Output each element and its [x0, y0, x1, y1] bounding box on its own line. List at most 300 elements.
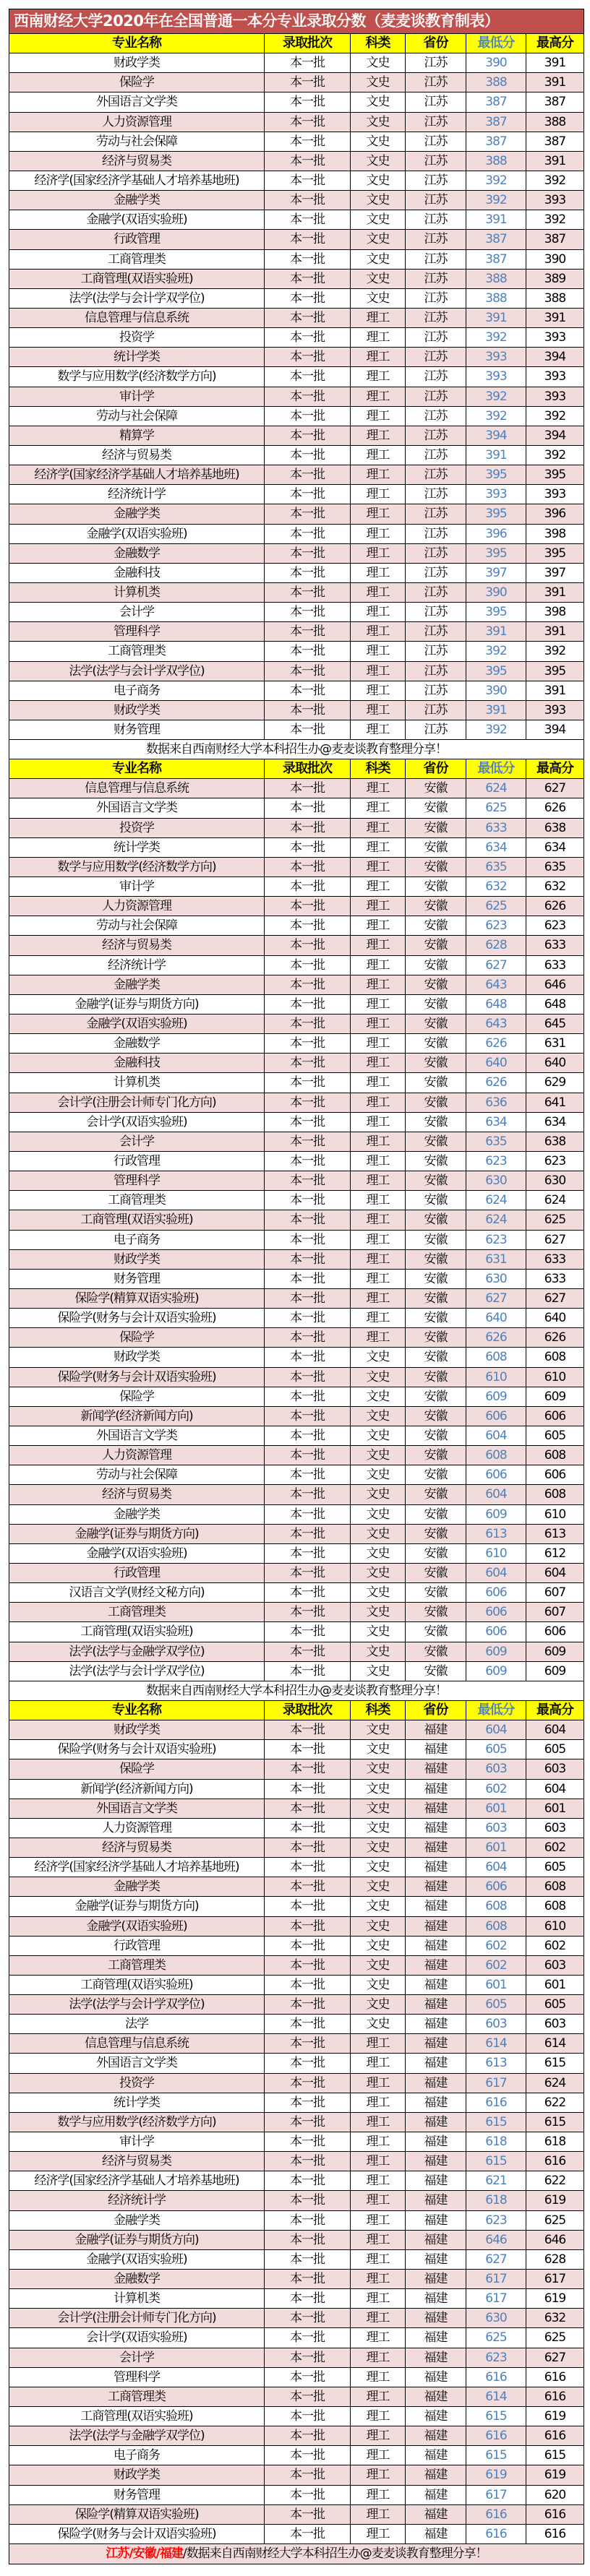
table-row [9, 367, 583, 387]
category-cell: 理工 [351, 2446, 406, 2465]
major-name-cell: 经济学(国家经济学基础人才培养基地班) [9, 2171, 265, 2190]
max-score-cell: 628 [544, 2252, 566, 2267]
major-name-cell: 财政学类 [9, 1720, 265, 1739]
table-row [9, 583, 583, 603]
max-score-cell: 633 [544, 1252, 566, 1267]
table-row [9, 132, 583, 152]
table-row [9, 1270, 583, 1289]
category-cell: 文史 [351, 1780, 406, 1799]
min-score-cell: 608 [466, 1917, 526, 1936]
max-score-cell: 608 [544, 1487, 566, 1502]
column-header-min-score: 最低分 [466, 1701, 526, 1720]
column-header-province: 省份 [406, 1701, 466, 1720]
batch-cell: 本一批 [265, 210, 351, 229]
major-name-cell: 人力资源管理 [9, 113, 265, 132]
major-name-cell: 财政学类 [9, 53, 265, 72]
max-score-cell: 614 [544, 2036, 566, 2051]
batch-cell: 本一批 [265, 956, 351, 975]
category-cell: 理工 [351, 662, 406, 681]
major-name-cell: 数学与应用数学(经济数学方向) [9, 367, 265, 386]
province-cell: 安徽 [406, 1603, 466, 1621]
column-header-province: 省份 [406, 34, 466, 53]
province-cell: 安徽 [406, 936, 466, 955]
province-cell: 安徽 [406, 1152, 466, 1171]
category-cell: 文史 [351, 230, 406, 249]
category-cell: 理工 [351, 309, 406, 327]
category-cell: 理工 [351, 504, 406, 523]
category-cell: 理工 [351, 2407, 406, 2426]
major-name-cell: 经济与贸易类 [9, 1485, 265, 1504]
min-score-cell: 604 [466, 1564, 526, 1582]
major-name-cell: 行政管理 [9, 230, 265, 249]
batch-cell: 本一批 [265, 1387, 351, 1406]
batch-cell: 本一批 [265, 662, 351, 681]
category-cell: 理工 [351, 819, 406, 837]
min-score-cell: 609 [466, 1642, 526, 1661]
province-cell: 江苏 [406, 289, 466, 308]
table-row [9, 916, 583, 936]
category-cell: 理工 [351, 2328, 406, 2347]
major-name-cell: 劳动与社会保障 [9, 132, 265, 151]
table-row [9, 1289, 583, 1309]
major-name-cell: 行政管理 [9, 1564, 265, 1582]
category-cell: 文史 [351, 1564, 406, 1582]
table-row [9, 504, 583, 524]
table-row [9, 1897, 583, 1916]
table-row [9, 1093, 583, 1113]
batch-cell: 本一批 [265, 504, 351, 523]
province-cell: 福建 [406, 2231, 466, 2249]
max-score-cell: 638 [544, 1134, 566, 1149]
table-row [9, 1348, 583, 1367]
category-cell: 文史 [351, 1740, 406, 1759]
major-name-cell: 保险学(精算双语实验班) [9, 2505, 265, 2524]
batch-cell: 本一批 [265, 1368, 351, 1387]
table-row [9, 73, 583, 92]
max-score-cell: 388 [544, 290, 566, 306]
min-score-cell: 387 [466, 92, 526, 111]
max-score-cell: 625 [544, 2213, 566, 2228]
major-name-cell: 工商管理(双语实验班) [9, 1976, 265, 1994]
province-cell: 安徽 [406, 1426, 466, 1445]
batch-cell: 本一批 [265, 1465, 351, 1484]
max-score-cell: 608 [544, 1899, 566, 1914]
max-score-cell: 633 [544, 1271, 566, 1286]
max-score-cell: 626 [544, 899, 566, 914]
table-row [9, 1759, 583, 1779]
max-score-cell: 397 [544, 565, 566, 580]
category-cell: 文史 [351, 1407, 406, 1426]
min-score-cell: 627 [466, 956, 526, 975]
province-cell: 安徽 [406, 1289, 466, 1308]
min-score-cell: 632 [466, 877, 526, 896]
batch-cell: 本一批 [265, 1289, 351, 1308]
major-name-cell: 人力资源管理 [9, 897, 265, 916]
min-score-cell: 623 [466, 1152, 526, 1171]
max-score-cell: 607 [544, 1585, 566, 1601]
batch-cell: 本一批 [265, 53, 351, 72]
province-cell: 江苏 [406, 525, 466, 543]
min-score-cell: 387 [466, 113, 526, 132]
province-cell: 江苏 [406, 485, 466, 504]
min-score-cell: 606 [466, 1603, 526, 1621]
max-score-cell: 609 [544, 1644, 566, 1659]
table-row [9, 2426, 583, 2446]
min-score-cell: 397 [466, 564, 526, 582]
major-name-cell: 统计学类 [9, 838, 265, 857]
table-row [9, 1171, 583, 1191]
batch-cell: 本一批 [265, 1210, 351, 1229]
province-cell: 安徽 [406, 858, 466, 876]
table-row [9, 1956, 583, 1976]
category-cell: 理工 [351, 328, 406, 347]
province-cell: 福建 [406, 2034, 466, 2053]
table-row [9, 152, 583, 171]
min-score-cell: 625 [466, 897, 526, 916]
province-cell: 安徽 [406, 1210, 466, 1229]
province-cell: 福建 [406, 1956, 466, 1975]
category-cell: 理工 [351, 2211, 406, 2230]
column-header-major-name: 专业名称 [9, 1701, 265, 1720]
max-score-cell: 387 [544, 134, 566, 149]
max-score-cell: 605 [544, 1742, 566, 1757]
max-score-cell: 623 [544, 918, 566, 934]
min-score-cell: 601 [466, 1976, 526, 1994]
max-score-cell: 615 [544, 2114, 566, 2129]
min-score-cell: 624 [466, 779, 526, 798]
major-name-cell: 金融学(证券与期货方向) [9, 995, 265, 1014]
batch-cell: 本一批 [265, 113, 351, 132]
category-cell: 文史 [351, 2015, 406, 2033]
min-score-cell: 615 [466, 2446, 526, 2465]
min-score-cell: 609 [466, 1505, 526, 1524]
category-cell: 理工 [351, 1132, 406, 1151]
category-cell: 理工 [351, 2171, 406, 2190]
batch-cell: 本一批 [265, 975, 351, 994]
category-cell: 理工 [351, 348, 406, 366]
source-note-row [9, 740, 583, 759]
batch-cell: 本一批 [265, 132, 351, 151]
table-row [9, 2446, 583, 2465]
table-row [9, 1387, 583, 1407]
max-score-cell: 609 [544, 1389, 566, 1404]
province-cell: 安徽 [406, 995, 466, 1014]
max-score-cell: 608 [544, 1448, 566, 1463]
category-cell: 文史 [351, 1485, 406, 1504]
batch-cell: 本一批 [265, 171, 351, 190]
table-row [9, 2171, 583, 2191]
min-score-cell: 617 [466, 2074, 526, 2093]
major-name-cell: 经济与贸易类 [9, 936, 265, 955]
category-cell: 理工 [351, 2465, 406, 2484]
table-row [9, 720, 583, 740]
category-cell: 理工 [351, 858, 406, 876]
major-name-cell: 法学(法学与会计学双学位) [9, 1662, 265, 1681]
max-score-cell: 616 [544, 2154, 566, 2169]
max-score-cell: 391 [544, 153, 566, 168]
max-score-cell: 392 [544, 644, 566, 659]
max-score-cell: 627 [544, 1291, 566, 1306]
category-cell: 理工 [351, 681, 406, 700]
column-header-min-score: 最低分 [466, 34, 526, 53]
major-name-cell: 经济学(国家经济学基础人才培养基地班) [9, 1858, 265, 1877]
table-row [9, 1662, 583, 1681]
table-row [9, 2074, 583, 2093]
province-cell: 安徽 [406, 1564, 466, 1582]
min-score-cell: 392 [466, 387, 526, 406]
min-score-cell: 617 [466, 2486, 526, 2504]
province-cell: 安徽 [406, 1662, 466, 1681]
max-score-cell: 606 [544, 1468, 566, 1483]
major-name-cell: 电子商务 [9, 1231, 265, 1249]
category-cell: 理工 [351, 642, 406, 660]
category-cell: 理工 [351, 446, 406, 465]
column-header-max-score: 最高分 [536, 35, 573, 51]
table-row [9, 2015, 583, 2034]
major-name-cell: 会计学 [9, 2348, 265, 2367]
category-cell: 文史 [351, 1368, 406, 1387]
batch-cell: 本一批 [265, 1073, 351, 1092]
province-cell: 安徽 [406, 1505, 466, 1524]
max-score-cell: 391 [544, 683, 566, 698]
table-row [9, 2250, 583, 2270]
batch-cell: 本一批 [265, 2054, 351, 2072]
min-score-cell: 601 [466, 1799, 526, 1818]
category-cell: 理工 [351, 1270, 406, 1288]
table-row [9, 1525, 583, 1544]
province-cell: 福建 [406, 2152, 466, 2171]
category-cell: 理工 [351, 995, 406, 1014]
column-header-province: 省份 [406, 759, 466, 778]
max-score-cell: 392 [544, 212, 566, 228]
category-cell: 文史 [351, 1759, 406, 1778]
batch-cell: 本一批 [265, 1407, 351, 1426]
min-score-cell: 609 [466, 1387, 526, 1406]
category-cell: 文史 [351, 1917, 406, 1936]
major-name-cell: 劳动与社会保障 [9, 407, 265, 426]
min-score-cell: 395 [466, 504, 526, 523]
table-row [9, 1583, 583, 1603]
major-name-cell: 金融数学 [9, 544, 265, 563]
province-cell: 安徽 [406, 1309, 466, 1327]
batch-cell: 本一批 [265, 309, 351, 327]
batch-cell: 本一批 [265, 1250, 351, 1269]
max-score-cell: 633 [544, 938, 566, 953]
max-score-cell: 616 [544, 2389, 566, 2404]
category-cell: 理工 [351, 1093, 406, 1112]
max-score-cell: 646 [544, 2232, 566, 2247]
category-cell: 理工 [351, 1210, 406, 1229]
table-row [9, 426, 583, 446]
province-cell: 福建 [406, 2093, 466, 2112]
major-name-cell: 投资学 [9, 819, 265, 837]
min-score-cell: 636 [466, 1093, 526, 1112]
category-cell: 理工 [351, 485, 406, 504]
province-cell: 福建 [406, 2525, 466, 2543]
category-cell: 文史 [351, 1622, 406, 1641]
major-name-cell: 法学(法学与金融学双学位) [9, 2426, 265, 2445]
province-cell: 江苏 [406, 113, 466, 132]
column-header-max-score: 最高分 [536, 1702, 573, 1718]
category-cell: 理工 [351, 2034, 406, 2053]
category-cell: 理工 [351, 2387, 406, 2406]
province-cell: 福建 [406, 2486, 466, 2504]
max-score-cell: 627 [544, 2350, 566, 2365]
batch-cell: 本一批 [265, 681, 351, 700]
batch-cell: 本一批 [265, 2289, 351, 2308]
category-cell: 文史 [351, 1858, 406, 1877]
table-row [9, 2328, 583, 2348]
province-cell: 江苏 [406, 171, 466, 190]
table-header-row [9, 34, 583, 53]
province-cell: 安徽 [406, 1250, 466, 1269]
province-cell: 安徽 [406, 877, 466, 896]
table-row [9, 270, 583, 289]
category-cell: 文史 [351, 1465, 406, 1484]
category-cell: 理工 [351, 779, 406, 798]
category-cell: 文史 [351, 1720, 406, 1739]
batch-cell: 本一批 [265, 936, 351, 955]
category-cell: 理工 [351, 877, 406, 896]
province-cell: 福建 [406, 2328, 466, 2347]
max-score-cell: 610 [544, 1507, 566, 1522]
province-cell: 江苏 [406, 465, 466, 484]
province-cell: 江苏 [406, 250, 466, 269]
min-score-cell: 643 [466, 1015, 526, 1033]
province-cell: 安徽 [406, 1034, 466, 1053]
min-score-cell: 392 [466, 407, 526, 426]
major-name-cell: 保险学 [9, 73, 265, 92]
table-row [9, 2505, 583, 2525]
major-name-cell: 管理科学 [9, 2368, 265, 2387]
min-score-cell: 631 [466, 1250, 526, 1269]
major-name-cell: 劳动与社会保障 [9, 1465, 265, 1484]
province-cell: 安徽 [406, 1544, 466, 1563]
table-row [9, 1819, 583, 1838]
column-header-major-name: 专业名称 [9, 759, 265, 778]
table-row [9, 230, 583, 249]
batch-cell: 本一批 [265, 92, 351, 111]
province-cell: 安徽 [406, 798, 466, 817]
batch-cell: 本一批 [265, 2368, 351, 2387]
table-row [9, 1995, 583, 2015]
category-cell: 理工 [351, 2426, 406, 2445]
max-score-cell: 387 [544, 232, 566, 247]
max-score-cell: 393 [544, 389, 566, 404]
max-score-cell: 610 [544, 1918, 566, 1934]
province-cell: 福建 [406, 1819, 466, 1838]
max-score-cell: 608 [544, 1879, 566, 1895]
min-score-cell: 624 [466, 1191, 526, 1210]
batch-cell: 本一批 [265, 1662, 351, 1681]
max-score-cell: 607 [544, 1605, 566, 1620]
table-row [9, 1054, 583, 1073]
min-score-cell: 606 [466, 1622, 526, 1641]
province-cell: 福建 [406, 1897, 466, 1916]
province-cell: 安徽 [406, 1642, 466, 1661]
category-cell: 理工 [351, 583, 406, 602]
major-name-cell: 人力资源管理 [9, 1819, 265, 1838]
batch-cell: 本一批 [265, 2446, 351, 2465]
table-row [9, 2525, 583, 2544]
province-cell: 江苏 [406, 348, 466, 366]
major-name-cell: 金融学类 [9, 504, 265, 523]
major-name-cell: 金融学(证券与期货方向) [9, 1897, 265, 1916]
category-cell: 理工 [351, 2093, 406, 2112]
major-name-cell: 统计学类 [9, 2093, 265, 2112]
category-cell: 理工 [351, 2525, 406, 2543]
province-cell: 福建 [406, 1780, 466, 1799]
major-name-cell: 精算学 [9, 426, 265, 445]
table-row [9, 662, 583, 681]
table-row [9, 2309, 583, 2328]
min-score-cell: 623 [466, 2348, 526, 2367]
major-name-cell: 法学 [9, 2015, 265, 2033]
province-cell: 福建 [406, 2505, 466, 2524]
category-cell: 文史 [351, 1505, 406, 1524]
category-cell: 理工 [351, 1054, 406, 1072]
province-cell: 福建 [406, 2015, 466, 2033]
min-score-cell: 606 [466, 1407, 526, 1426]
min-score-cell: 608 [466, 1348, 526, 1366]
batch-cell: 本一批 [265, 191, 351, 210]
table-row [9, 2132, 583, 2152]
batch-cell: 本一批 [265, 1525, 351, 1543]
province-cell: 江苏 [406, 642, 466, 660]
table-row [9, 1132, 583, 1152]
category-cell: 理工 [351, 798, 406, 817]
min-score-cell: 387 [466, 250, 526, 269]
batch-cell: 本一批 [265, 1622, 351, 1641]
province-cell: 安徽 [406, 1525, 466, 1543]
major-name-cell: 金融学(双语实验班) [9, 210, 265, 229]
table-title: 西南财经大学2020年在全国普通一本分专业录取分数（麦麦谈教育制表） [9, 9, 583, 34]
max-score-cell: 391 [544, 75, 566, 90]
major-name-cell: 电子商务 [9, 2446, 265, 2465]
major-name-cell: 法学(法学与会计学双学位) [9, 289, 265, 308]
table-row [9, 2231, 583, 2250]
batch-cell: 本一批 [265, 1544, 351, 1563]
batch-cell: 本一批 [265, 2505, 351, 2524]
major-name-cell: 会计学(注册会计师专门化方向) [9, 1093, 265, 1112]
major-name-cell: 工商管理(双语实验班) [9, 2407, 265, 2426]
province-cell: 福建 [406, 1759, 466, 1778]
table-row [9, 1015, 583, 1034]
batch-cell: 本一批 [265, 1113, 351, 1132]
category-cell: 文史 [351, 1799, 406, 1818]
min-score-cell: 626 [466, 1073, 526, 1092]
table-row [9, 1544, 583, 1564]
max-score-cell: 604 [544, 1723, 566, 1738]
min-score-cell: 388 [466, 152, 526, 171]
table-row [9, 995, 583, 1015]
major-name-cell: 工商管理(双语实验班) [9, 1622, 265, 1641]
batch-cell: 本一批 [265, 995, 351, 1014]
category-cell: 理工 [351, 1113, 406, 1132]
batch-cell: 本一批 [265, 2348, 351, 2367]
min-score-cell: 603 [466, 1819, 526, 1838]
batch-cell: 本一批 [265, 1054, 351, 1072]
min-score-cell: 610 [466, 1368, 526, 1387]
province-cell: 福建 [406, 1995, 466, 2014]
major-name-cell: 汉语言文学(财经文秘方向) [9, 1583, 265, 1602]
major-name-cell: 金融学(双语实验班) [9, 525, 265, 543]
table-row [9, 465, 583, 485]
province-cell: 福建 [406, 2446, 466, 2465]
max-score-cell: 625 [544, 1212, 566, 1228]
major-name-cell: 信息管理与信息系统 [9, 779, 265, 798]
category-cell: 文史 [351, 1583, 406, 1602]
